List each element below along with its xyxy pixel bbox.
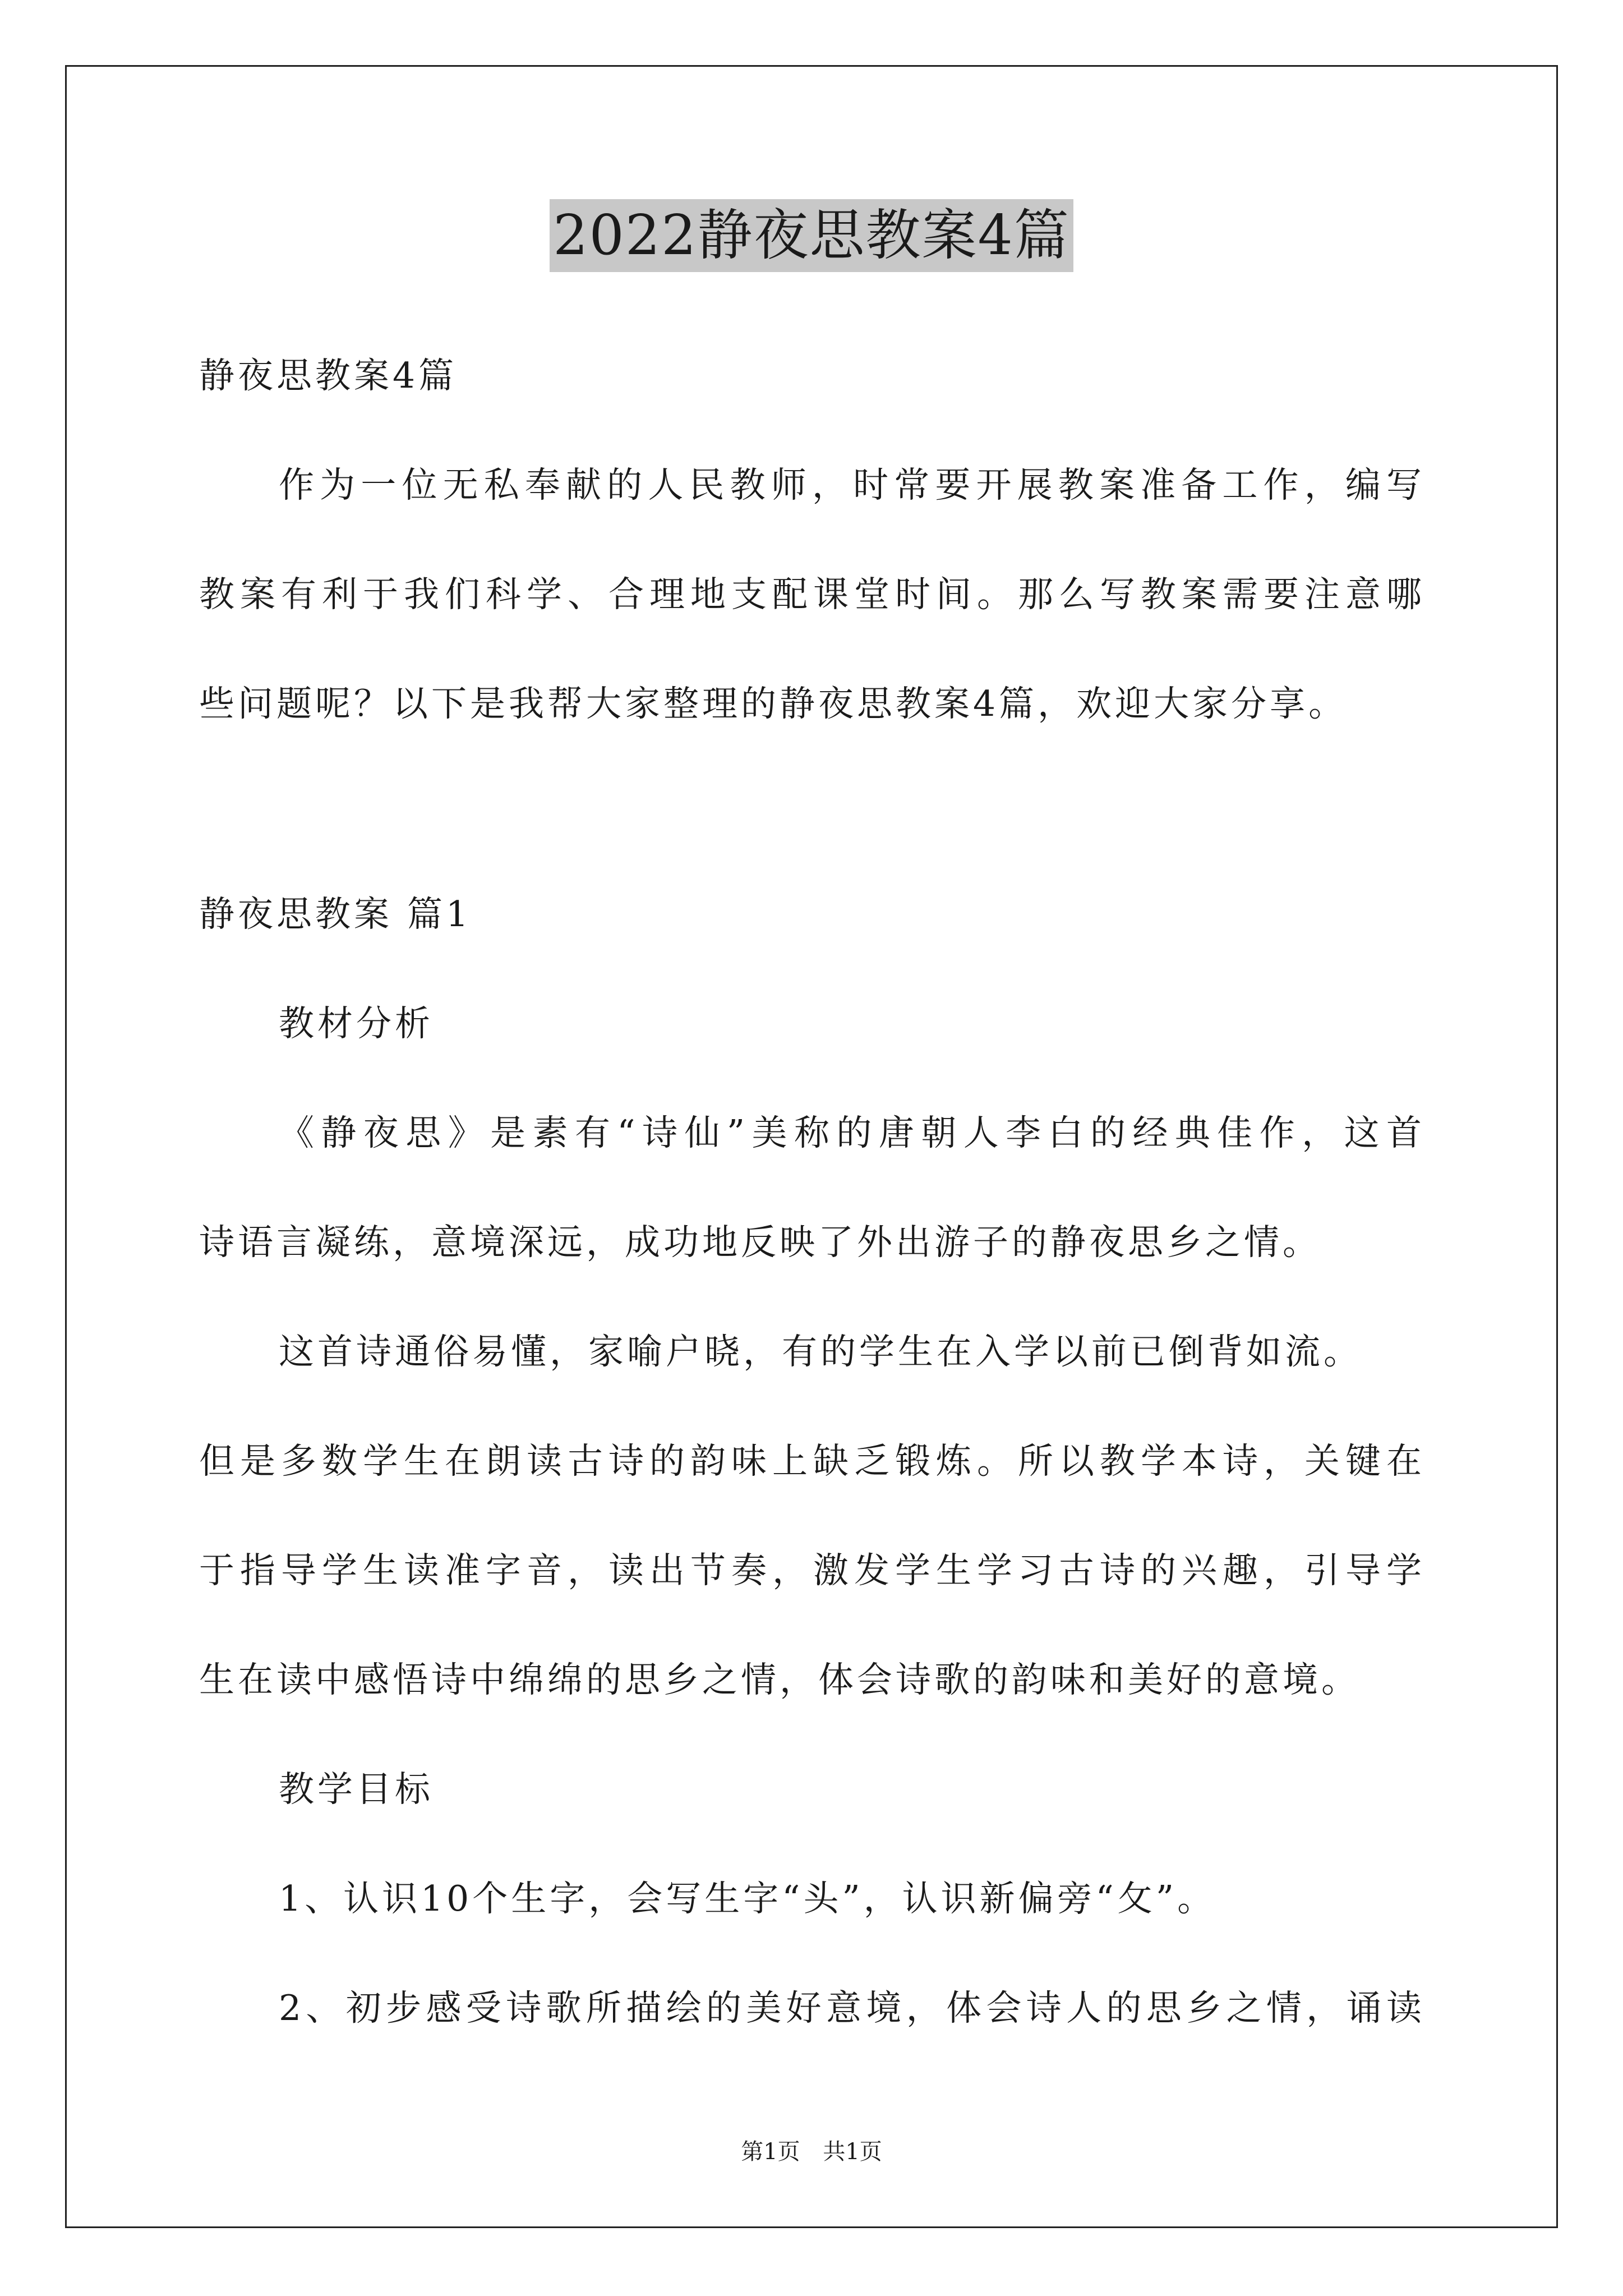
title-wrap <box>0 199 1623 272</box>
material-paragraph-line: 《静夜思》是素有“诗仙”美称的唐朝人李白的经典佳作，这首 <box>279 1112 1425 1153</box>
goal-item: 2、初步感受诗歌所描绘的美好意境，体会诗人的思乡之情，诵读 <box>279 1987 1425 2028</box>
material-paragraph-line: 生在读中感悟诗中绵绵的思乡之情，体会诗歌的韵味和美好的意境。 <box>199 1659 1360 1700</box>
page-footer <box>0 2136 1623 2168</box>
material-paragraph-line: 这首诗通俗易懂，家喻户晓，有的学生在入学以前已倒背如流。 <box>279 1331 1362 1372</box>
material-paragraph-line: 于指导学生读准字音，读出节奏，激发学生学习古诗的兴趣，引导学 <box>199 1550 1425 1591</box>
document-subtitle: 静夜思教案4篇 <box>199 355 458 396</box>
document-title: 2022静夜思教案4篇 <box>550 199 1073 272</box>
intro-line: 作为一位无私奉献的人民教师，时常要开展教案准备工作，编写 <box>279 464 1425 505</box>
goals-heading: 教学目标 <box>279 1769 434 1810</box>
intro-line: 些问题呢？以下是我帮大家整理的静夜思教案4篇，欢迎大家分享。 <box>199 683 1348 724</box>
intro-line: 教案有利于我们科学、合理地支配课堂时间。那么写教案需要注意哪 <box>199 574 1425 615</box>
goal-item: 1、认识10个生字，会写生字“头”，认识新偏旁“攵”。 <box>279 1878 1216 1919</box>
material-paragraph-line: 诗语言凝练，意境深远，成功地反映了外出游子的静夜思乡之情。 <box>199 1222 1321 1263</box>
page-number-current: 第1页 <box>741 2139 800 2165</box>
section-heading: 静夜思教案 篇1 <box>199 894 472 935</box>
material-paragraph-line: 但是多数学生在朗读古诗的韵味上缺乏锻炼。所以教学本诗，关键在 <box>199 1441 1425 1481</box>
material-heading: 教材分析 <box>279 1003 434 1044</box>
page-number-total: 共1页 <box>823 2139 882 2165</box>
